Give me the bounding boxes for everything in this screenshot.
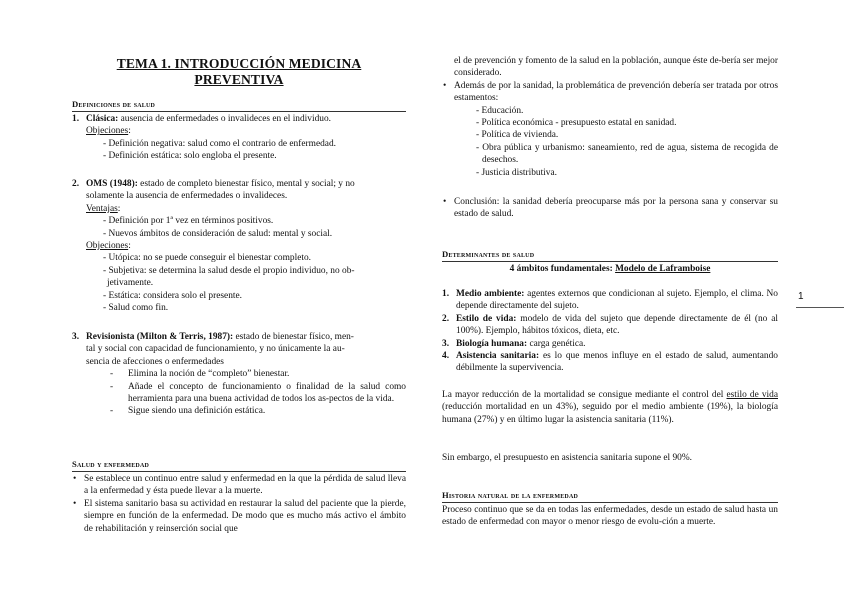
section-heading-salud-enfermedad: Salud y enfermedad	[72, 459, 406, 472]
objecion-item: - Utópica: no se puede conseguir el bienestar completo.	[103, 253, 312, 264]
item-number: 2.	[72, 179, 80, 189]
revisionista-item: - Sigue siendo una definición estática.	[110, 406, 266, 417]
objecion-item: - Definición negativa: salud como el contrario de enfermedad.	[103, 138, 336, 149]
clasica-text: ausencia de enfermedades o invalideces en el individuo.	[118, 114, 331, 124]
mortalidad-paragraph: La mayor reducción de la mortalidad se consigue mediante el control del estilo de vida (reducción mortalidad en un 43%), seguido por el medio ambiente (19%), la biología humana (27%) y en último lugar la asistencia sanitaria (11%).	[442, 390, 778, 425]
term-oms: OMS (1948):	[86, 179, 138, 189]
estamento-item: - Obra pública y urbanismo: saneamiento, red de agua, sistema de recogida de desechos.	[476, 142, 778, 166]
determinante-item: 2. Estilo de vida: modelo de vida del sujeto que depende directamente de él (no al 100%). Ejemplo, hábitos tóxicos, dieta, etc.	[442, 313, 778, 337]
objeciones-label: Objeciones	[86, 126, 129, 137]
objeciones-label: Objeciones	[86, 241, 129, 252]
definicion-clasica: 1. Clásica: ausencia de enfermedades o invalideces en el individuo. Objeciones: - Definición negativa: salud como el contrario de enfermedad. - Definición estática: solo engloba el presente.	[72, 113, 406, 163]
ventaja-item: - Definición por 1ª vez en términos positivos.	[103, 216, 274, 227]
bullet-continuation: el de prevención y fomento de la salud en la población, aunque éste de-bería ser mejor considerado.	[454, 56, 778, 79]
estilo-de-vida-link: estilo de vida	[726, 390, 778, 400]
objecion-item: - Salud como fin.	[103, 303, 169, 314]
definicion-revisionista	[72, 331, 406, 418]
revisionista-item: - Elimina la noción de “completo” bienestar.	[110, 369, 290, 380]
title-line-2: PREVENTIVA	[194, 71, 284, 87]
determinante-item: 3. Biología humana: carga genética.	[442, 338, 586, 349]
estamento-item: - Educación.	[476, 105, 524, 116]
title-line-1: TEMA 1. INTRODUCCIÓN MEDICINA	[116, 56, 362, 71]
oms-text-a: estado de completo bienestar físico, mental y social; y no	[137, 179, 355, 189]
determinante-item: 1. Medio ambiente: agentes externos que condicionan al sujeto. Ejemplo, el clima. No depende directamente del sujeto.	[442, 289, 778, 312]
revisionista-text-c: sencia de afecciones o enfermedades	[86, 356, 224, 367]
objecion-item: - Subjetiva: se determina la salud desde el propio individuo, no ob-	[103, 265, 355, 276]
page-number-rule	[796, 307, 844, 308]
ventajas-label: Ventajas	[86, 203, 118, 214]
determinante-item: 4. Asistencia sanitaria: es lo que menos influye en el estado de salud, aumentando débilmente la supervivencia.	[442, 351, 778, 374]
estamento-item: - Política económica - presupuesto estatal en sanidad.	[476, 118, 677, 129]
salud-enfermedad-list	[72, 473, 406, 535]
definicion-oms: 2. OMS (1948): estado de completo bienestar físico, mental y social; y no solamente la ausencia de enfermedades o invalideces. Ventajas: - Definición por 1ª vez en términos positivos. - Nuevos ámbitos de consideración de salud: mental y social. Objeciones: - Utópica: no se puede conseguir el bienestar completo. - Subjetiva: se determina la salud desde el propio individuo, no ob- jetivamente. - Estática: considera solo el presente. - Salud como fin.	[72, 178, 406, 314]
bullet-item: • Se establece un continuo entre salud y enfermedad en la que la pérdida de salud lleva a la enfermedad y ésta puede llevar a la muerte.	[72, 473, 406, 498]
page-title	[100, 56, 378, 87]
estamento-item: - Política de vivienda.	[476, 130, 559, 141]
section-heading-historia: Historia natural de la enfermedad	[442, 490, 778, 503]
section-heading-determinantes: Determinantes de salud	[442, 249, 778, 262]
objecion-item: - Definición estática: solo engloba el presente.	[103, 151, 277, 162]
salud-enfermedad-cont	[442, 55, 778, 179]
modelo-laframboise: Modelo de Laframboise	[615, 264, 711, 274]
historia-text: Proceso continuo que se da en todas las enfermedades, desde un estado de salud hasta un estado de enfermedad con mayor o menor riesgo de evolu-ción a muerte.	[442, 505, 778, 528]
bullet-item: • Conclusión: la sanidad debería preocuparse más por la persona sana y conservar su estado de salud.	[442, 196, 778, 221]
bullet-item: • El sistema sanitario basa su actividad en restaurar la salud del paciente que la pierde, siempre en función de la enfermedad. De modo que es mucho más activo el ámbito de rehabilitación y reinserción social que	[72, 498, 406, 535]
revisionista-text-b: tal y social con capacidad de funcionamiento, y no únicamente la au-	[86, 344, 345, 355]
item-number: 3.	[72, 332, 80, 342]
term-revisionista: Revisionista (Milton & Terris, 1987):	[86, 332, 234, 342]
section-heading-definiciones: Definiciones de salud	[72, 99, 406, 112]
term-clasica: Clásica:	[86, 114, 119, 124]
revisionista-text-a: estado de bienestar físico, men-	[233, 332, 354, 342]
bullet-item: • Además de por la sanidad, la problemática de prevención debería ser tratada por otros estamentos:	[442, 80, 778, 105]
item-number: 1.	[72, 114, 80, 124]
revisionista-item: - Añade el concepto de funcionamiento o finalidad de la salud como herramienta para una buena actividad de todos los as-pectos de la vida.	[110, 381, 406, 405]
determinantes-list	[442, 288, 778, 375]
presupuesto-paragraph: Sin embargo, el presupuesto en asistencia sanitaria supone el 90%.	[442, 453, 693, 463]
conclusion	[442, 196, 778, 221]
objecion-item: - Estática: considera solo el presente.	[103, 290, 243, 301]
objecion-item: jetivamente.	[107, 278, 154, 289]
estamento-item: - Justicia distributiva.	[476, 167, 557, 178]
page-number: 1	[798, 291, 804, 302]
determinantes-subheading: 4 ámbitos fundamentales: Modelo de Laframboise	[509, 264, 711, 274]
ventaja-item: - Nuevos ámbitos de consideración de salud: mental y social.	[103, 228, 333, 239]
oms-text-b: solamente la ausencia de enfermedades o invalideces.	[86, 191, 288, 202]
